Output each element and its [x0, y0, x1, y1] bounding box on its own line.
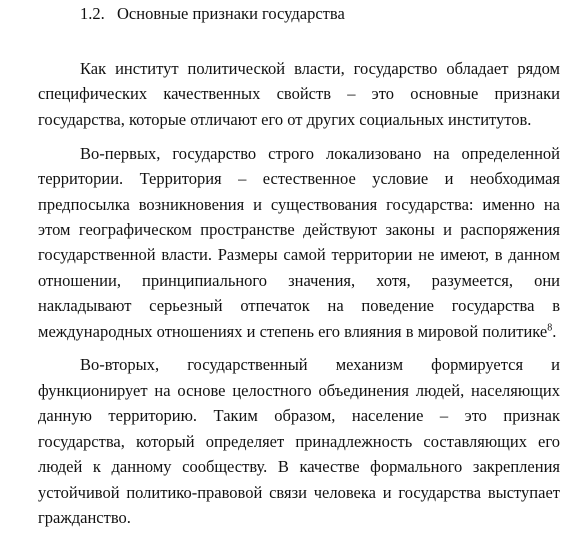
section-heading — [80, 4, 345, 24]
document-body — [38, 56, 560, 539]
section-title: Основные признаки государства — [117, 4, 345, 23]
paragraph-1 — [38, 56, 560, 132]
paragraph-2-text: Во-первых, государство строго локализовано на определенной территории. Территория – естественное условие и необходимая предпосылка возникновения и существования государства: именно на этом географическом пространстве действуют законы и распоряжения государственной власти. Размеры самой территории не имеют, в данном отношении, принципиального значения, хотя, разумеется, они накладывают серьезный отпечаток на поведение государства в международных отношениях и степень его влияния в мировой политике — [38, 143, 560, 341]
paragraph-3-text: Во-вторых, государственный механизм формируется и функционирует на основе целостного объединения людей, населяющих данную территорию. Таким образом, население – это признак государства, который определяет принадлежность составляющих его людей к данному сообществу. В качестве формального закрепления устойчивой политико-правовой связи человека и государства выступает гражданство. — [38, 355, 560, 527]
paragraph-3 — [38, 352, 560, 530]
paragraph-2 — [38, 141, 560, 344]
footnote-marker: 8 — [547, 322, 553, 334]
paragraph-1-text: Как институт политической власти, государство обладает рядом специфических качественных свойств – это основные признаки государства, которые отличают его от других социальных институтов. — [38, 59, 560, 129]
paragraph-2-end: . — [552, 321, 557, 341]
section-number: 1.2. — [80, 4, 105, 23]
